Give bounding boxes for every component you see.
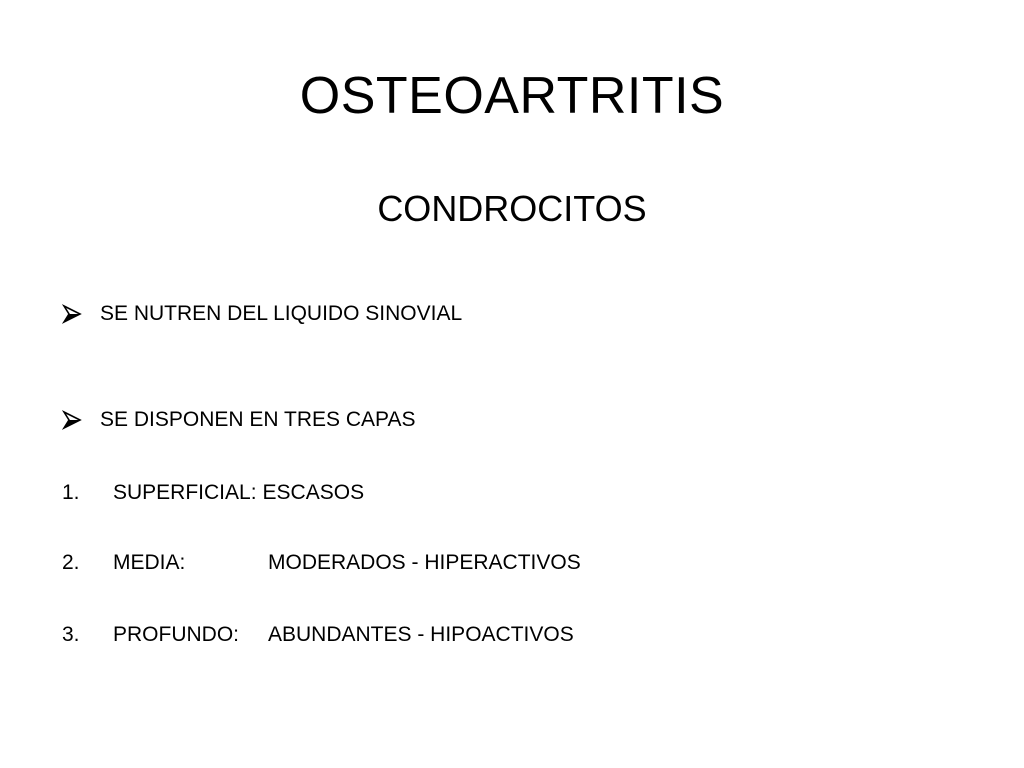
layer-number: 3. — [62, 623, 80, 646]
bullet-text: SE NUTREN DEL LIQUIDO SINOVIAL — [100, 302, 463, 325]
bullet-item — [62, 300, 462, 328]
layer-item — [62, 549, 581, 577]
slide-title: OSTEOARTRITIS — [299, 67, 725, 125]
layer-value: ABUNDANTES - HIPOACTIVOS — [268, 623, 574, 646]
layer-item — [62, 621, 574, 649]
layer-label: SUPERFICIAL: — [113, 481, 257, 504]
slide-subtitle: CONDROCITOS — [377, 188, 647, 229]
layer-label: PROFUNDO: — [113, 623, 239, 646]
layer-value: MODERADOS - HIPERACTIVOS — [268, 551, 581, 574]
bullet-item — [62, 406, 415, 434]
layer-label: MEDIA: — [113, 551, 186, 574]
layer-number: 2. — [62, 551, 80, 574]
bullet-text: SE DISPONEN EN TRES CAPAS — [100, 408, 416, 431]
arrow-bullet-icon — [62, 410, 100, 430]
layer-number: 1. — [62, 481, 80, 504]
layer-value: ESCASOS — [262, 481, 365, 504]
layer-item — [62, 479, 364, 507]
arrow-bullet-icon — [62, 304, 100, 324]
